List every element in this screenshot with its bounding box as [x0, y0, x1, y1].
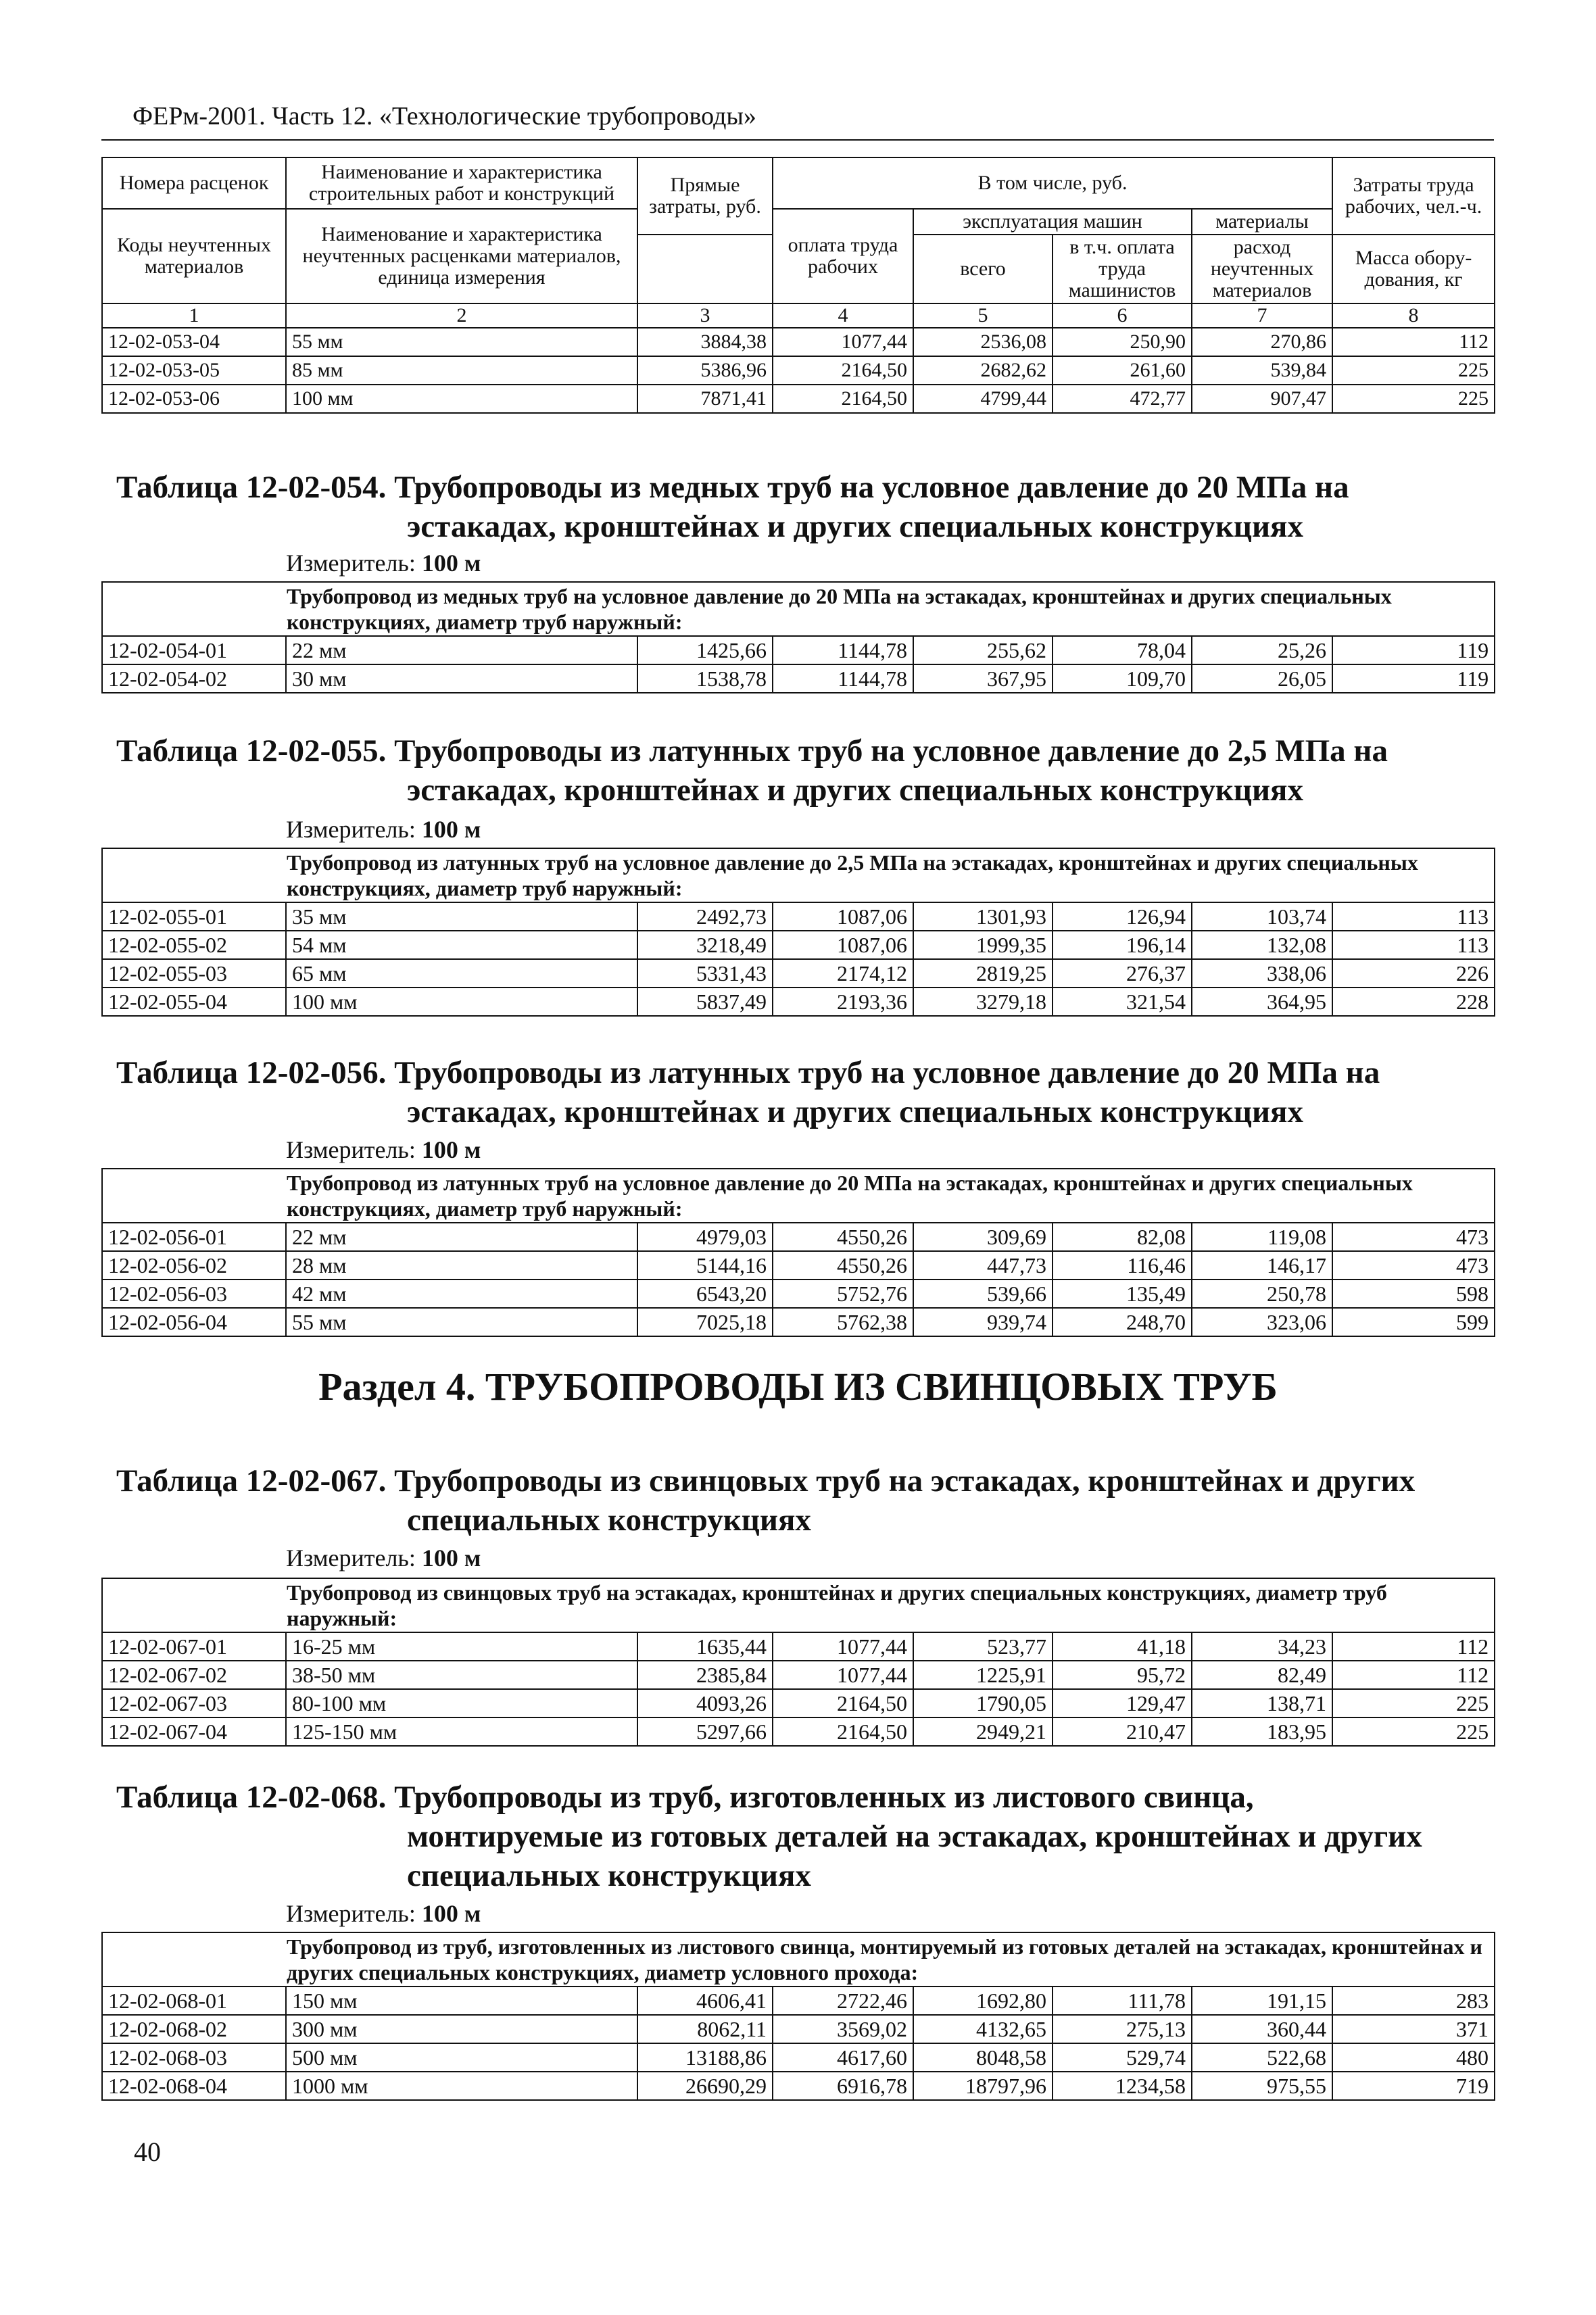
- value-cell: 261,60: [1053, 356, 1192, 385]
- rate-code-cell: 12-02-068-03: [102, 2043, 286, 2072]
- value-cell: 4550,26: [773, 1251, 913, 1280]
- value-cell: 103,74: [1192, 902, 1332, 931]
- value-cell: 283: [1332, 1987, 1495, 2015]
- value-cell: 2164,50: [773, 1717, 913, 1746]
- value-cell: 210,47: [1053, 1717, 1192, 1746]
- value-cell: 1999,35: [913, 931, 1053, 959]
- value-cell: 2193,36: [773, 988, 913, 1016]
- section-title: Раздел 4. ТРУБОПРОВОДЫ ИЗ СВИНЦОВЫХ ТРУБ: [318, 1365, 1278, 1409]
- value-cell: 26690,29: [637, 2072, 773, 2100]
- table-title-line: Таблица 12-02-067. Трубопроводы из свинцовых труб на эстакадах, кронштейнах и других: [116, 1463, 1416, 1498]
- table-row: [102, 328, 1495, 356]
- rate-code-cell: 12-02-054-02: [102, 664, 286, 693]
- table-row: [102, 959, 1495, 988]
- rate-table: [101, 1578, 1495, 1747]
- value-cell: 250,78: [1192, 1280, 1332, 1308]
- table-row: [102, 2043, 1495, 2072]
- value-cell: 3218,49: [637, 931, 773, 959]
- value-cell: 5762,38: [773, 1308, 913, 1336]
- value-cell: 18797,96: [913, 2072, 1053, 2100]
- value-cell: 309,69: [913, 1223, 1053, 1251]
- value-cell: 1790,05: [913, 1689, 1053, 1717]
- value-cell: 2819,25: [913, 959, 1053, 988]
- value-cell: 1538,78: [637, 664, 773, 693]
- table-row: [102, 2015, 1495, 2043]
- value-cell: 367,95: [913, 664, 1053, 693]
- measure-unit: Измеритель: 100 м: [286, 1900, 481, 1927]
- rate-code-cell: 12-02-055-02: [102, 931, 286, 959]
- table-section-heading: Трубопровод из медных труб на условное давление до 20 МПа на эстакадах, кронштейнах и других специальных конструкциях, диаметр труб наружный:: [102, 582, 1495, 636]
- table-row: [102, 1661, 1495, 1689]
- header-rashod: расход неучтенных материалов: [1192, 235, 1332, 303]
- rate-code-cell: 12-02-067-03: [102, 1689, 286, 1717]
- description-cell: 55 мм: [286, 1308, 637, 1336]
- value-cell: 360,44: [1192, 2015, 1332, 2043]
- table-title: [116, 731, 1495, 810]
- description-cell: 80-100 мм: [286, 1689, 637, 1717]
- value-cell: 26,05: [1192, 664, 1332, 693]
- value-cell: 1077,44: [773, 328, 913, 356]
- table-section-heading-row: [102, 1578, 1495, 1632]
- value-cell: 1077,44: [773, 1632, 913, 1661]
- value-cell: 25,26: [1192, 636, 1332, 664]
- value-cell: 447,73: [913, 1251, 1053, 1280]
- value-cell: 2949,21: [913, 1717, 1053, 1746]
- col-number: 3: [637, 303, 773, 328]
- value-cell: 364,95: [1192, 988, 1332, 1016]
- value-cell: 4799,44: [913, 385, 1053, 413]
- page-number: 40: [134, 2137, 161, 2167]
- value-cell: 1087,06: [773, 902, 913, 931]
- value-cell: 473: [1332, 1251, 1495, 1280]
- value-cell: 539,66: [913, 1280, 1053, 1308]
- description-cell: 150 мм: [286, 1987, 637, 2015]
- value-cell: 8062,11: [637, 2015, 773, 2043]
- table-section-heading-row: [102, 1169, 1495, 1223]
- description-cell: 42 мм: [286, 1280, 637, 1308]
- value-cell: 183,95: [1192, 1717, 1332, 1746]
- value-cell: 599: [1332, 1308, 1495, 1336]
- rate-code-cell: 12-02-053-05: [102, 356, 286, 385]
- rate-code-cell: 12-02-056-03: [102, 1280, 286, 1308]
- value-cell: 5297,66: [637, 1717, 773, 1746]
- measure-unit: Измеритель: 100 м: [286, 1136, 481, 1163]
- table-row: [102, 1717, 1495, 1746]
- table-title-line: монтируемые из готовых деталей на эстакадах, кронштейнах и других: [407, 1819, 1422, 1854]
- table-title: [116, 468, 1495, 546]
- col-number: 1: [102, 303, 286, 328]
- description-cell: 35 мм: [286, 902, 637, 931]
- value-cell: 472,77: [1053, 385, 1192, 413]
- table-section-heading-row: [102, 848, 1495, 902]
- value-cell: 2682,62: [913, 356, 1053, 385]
- header-massa: Масса обору-дования, кг: [1332, 235, 1495, 303]
- rate-code-cell: 12-02-055-01: [102, 902, 286, 931]
- header-materialy: материалы: [1192, 209, 1332, 235]
- value-cell: 34,23: [1192, 1632, 1332, 1661]
- value-cell: 3279,18: [913, 988, 1053, 1016]
- description-cell: 100 мм: [286, 385, 637, 413]
- value-cell: 4617,60: [773, 2043, 913, 2072]
- value-cell: 1144,78: [773, 636, 913, 664]
- description-cell: 100 мм: [286, 988, 637, 1016]
- description-cell: 28 мм: [286, 1251, 637, 1280]
- header-naim1: Наименование и характеристика строительных работ и конструкций: [286, 157, 637, 209]
- value-cell: 473: [1332, 1223, 1495, 1251]
- table-row: [102, 385, 1495, 413]
- value-cell: 1425,66: [637, 636, 773, 664]
- table-row: [102, 1251, 1495, 1280]
- value-cell: 126,94: [1053, 902, 1192, 931]
- value-cell: 1144,78: [773, 664, 913, 693]
- description-cell: 22 мм: [286, 1223, 637, 1251]
- value-cell: 321,54: [1053, 988, 1192, 1016]
- value-cell: 248,70: [1053, 1308, 1192, 1336]
- value-cell: 523,77: [913, 1632, 1053, 1661]
- header-pryamye: Прямые затраты, руб.: [637, 157, 773, 235]
- rate-code-cell: 12-02-056-01: [102, 1223, 286, 1251]
- rate-code-cell: 12-02-068-01: [102, 1987, 286, 2015]
- value-cell: 4606,41: [637, 1987, 773, 2015]
- value-cell: 1692,80: [913, 1987, 1053, 2015]
- rate-code-cell: 12-02-056-04: [102, 1308, 286, 1336]
- value-cell: 112: [1332, 1632, 1495, 1661]
- description-cell: 1000 мм: [286, 2072, 637, 2100]
- header-kody: Коды неучтенных материалов: [102, 209, 286, 303]
- value-cell: 135,49: [1053, 1280, 1192, 1308]
- value-cell: 975,55: [1192, 2072, 1332, 2100]
- rate-table: [101, 1168, 1495, 1337]
- value-cell: 1234,58: [1053, 2072, 1192, 2100]
- col-number: 4: [773, 303, 913, 328]
- table-row: [102, 636, 1495, 664]
- rate-code-cell: 12-02-067-01: [102, 1632, 286, 1661]
- col-number: 2: [286, 303, 637, 328]
- value-cell: 78,04: [1053, 636, 1192, 664]
- value-cell: 4093,26: [637, 1689, 773, 1717]
- table-row: [102, 2072, 1495, 2100]
- header-rule: [101, 139, 1494, 141]
- header-vsego: всего: [913, 235, 1053, 303]
- value-cell: 225: [1332, 1689, 1495, 1717]
- value-cell: 598: [1332, 1280, 1495, 1308]
- measure-unit: Измеритель: 100 м: [286, 550, 481, 577]
- value-cell: 112: [1332, 1661, 1495, 1689]
- table-row: [102, 1308, 1495, 1336]
- table-row: [102, 1280, 1495, 1308]
- value-cell: 480: [1332, 2043, 1495, 2072]
- table-row: [102, 1987, 1495, 2015]
- header-blank: [637, 235, 773, 303]
- value-cell: 225: [1332, 1717, 1495, 1746]
- value-cell: 1087,06: [773, 931, 913, 959]
- value-cell: 907,47: [1192, 385, 1332, 413]
- table-row: [102, 356, 1495, 385]
- value-cell: 5144,16: [637, 1251, 773, 1280]
- value-cell: 539,84: [1192, 356, 1332, 385]
- value-cell: 1077,44: [773, 1661, 913, 1689]
- header-v-tom-chisle: В том числе, руб.: [773, 157, 1332, 209]
- table-title-line: эстакадах, кронштейнах и других специальных конструкциях: [407, 1094, 1303, 1129]
- value-cell: 138,71: [1192, 1689, 1332, 1717]
- rate-table: [101, 1932, 1495, 2101]
- table-title: [116, 1053, 1495, 1131]
- table-section-heading: Трубопровод из свинцовых труб на эстакадах, кронштейнах и других специальных конструкциях, диаметр труб наружный:: [102, 1578, 1495, 1632]
- value-cell: 275,13: [1053, 2015, 1192, 2043]
- value-cell: 338,06: [1192, 959, 1332, 988]
- description-cell: 125-150 мм: [286, 1717, 637, 1746]
- value-cell: 95,72: [1053, 1661, 1192, 1689]
- rate-code-cell: 12-02-055-04: [102, 988, 286, 1016]
- value-cell: 5752,76: [773, 1280, 913, 1308]
- value-cell: 82,49: [1192, 1661, 1332, 1689]
- value-cell: 113: [1332, 931, 1495, 959]
- value-cell: 119: [1332, 664, 1495, 693]
- table-title-line: эстакадах, кронштейнах и других специальных конструкциях: [407, 509, 1303, 544]
- rate-code-cell: 12-02-055-03: [102, 959, 286, 988]
- table-section-heading: Трубопровод из латунных труб на условное давление до 20 МПа на эстакадах, кронштейнах и других специальных конструкциях, диаметр труб наружный:: [102, 1169, 1495, 1223]
- rate-code-cell: 12-02-068-04: [102, 2072, 286, 2100]
- value-cell: 4550,26: [773, 1223, 913, 1251]
- table-row: [102, 1689, 1495, 1717]
- rate-code-cell: 12-02-053-04: [102, 328, 286, 356]
- description-cell: 22 мм: [286, 636, 637, 664]
- col-number: 5: [913, 303, 1053, 328]
- value-cell: 225: [1332, 356, 1495, 385]
- value-cell: 250,90: [1053, 328, 1192, 356]
- measure-unit: Измеритель: 100 м: [286, 1544, 481, 1571]
- value-cell: 129,47: [1053, 1689, 1192, 1717]
- table-row: [102, 1223, 1495, 1251]
- value-cell: 371: [1332, 2015, 1495, 2043]
- value-cell: 6916,78: [773, 2072, 913, 2100]
- value-cell: 226: [1332, 959, 1495, 988]
- header-vtch: в т.ч. оплата труда машинистов: [1053, 235, 1192, 303]
- value-cell: 522,68: [1192, 2043, 1332, 2072]
- value-cell: 2536,08: [913, 328, 1053, 356]
- value-cell: 2492,73: [637, 902, 773, 931]
- table-section-heading: Трубопровод из труб, изготовленных из листового свинца, монтируемый из готовых деталей на эстакадах, кронштейнах и других специальных конструкциях, диаметр условного прохода:: [102, 1932, 1495, 1987]
- description-cell: 30 мм: [286, 664, 637, 693]
- rate-code-cell: 12-02-053-06: [102, 385, 286, 413]
- rate-code-cell: 12-02-068-02: [102, 2015, 286, 2043]
- measure-unit: Измеритель: 100 м: [286, 816, 481, 843]
- value-cell: 2164,50: [773, 1689, 913, 1717]
- value-cell: 3884,38: [637, 328, 773, 356]
- description-cell: 300 мм: [286, 2015, 637, 2043]
- table-row: [102, 664, 1495, 693]
- value-cell: 5837,49: [637, 988, 773, 1016]
- value-cell: 225: [1332, 385, 1495, 413]
- table-title-line: Таблица 12-02-055. Трубопроводы из латунных труб на условное давление до 2,5 МПа на: [116, 733, 1388, 769]
- rate-table: [101, 581, 1495, 693]
- table-title-line: Таблица 12-02-068. Трубопроводы из труб, изготовленных из листового свинца,: [116, 1780, 1254, 1815]
- table-row: [102, 902, 1495, 931]
- column-header-table: [101, 157, 1495, 414]
- value-cell: 196,14: [1053, 931, 1192, 959]
- value-cell: 5386,96: [637, 356, 773, 385]
- value-cell: 82,08: [1053, 1223, 1192, 1251]
- value-cell: 323,06: [1192, 1308, 1332, 1336]
- table-title: [116, 1778, 1495, 1895]
- header-zatraty: Затраты труда рабочих, чел.-ч.: [1332, 157, 1495, 235]
- description-cell: 16-25 мм: [286, 1632, 637, 1661]
- value-cell: 146,17: [1192, 1251, 1332, 1280]
- value-cell: 2385,84: [637, 1661, 773, 1689]
- table-section-heading-row: [102, 1932, 1495, 1987]
- value-cell: 41,18: [1053, 1632, 1192, 1661]
- running-header: ФЕРм-2001. Часть 12. «Технологические трубопроводы»: [132, 102, 756, 130]
- table-title: [116, 1461, 1495, 1540]
- table-row: [102, 988, 1495, 1016]
- description-cell: 65 мм: [286, 959, 637, 988]
- value-cell: 119: [1332, 636, 1495, 664]
- value-cell: 7025,18: [637, 1308, 773, 1336]
- table-row: [102, 1632, 1495, 1661]
- description-cell: 85 мм: [286, 356, 637, 385]
- value-cell: 3569,02: [773, 2015, 913, 2043]
- value-cell: 4979,03: [637, 1223, 773, 1251]
- table-section-heading-row: [102, 582, 1495, 636]
- rate-code-cell: 12-02-067-04: [102, 1717, 286, 1746]
- value-cell: 1301,93: [913, 902, 1053, 931]
- value-cell: 109,70: [1053, 664, 1192, 693]
- value-cell: 119,08: [1192, 1223, 1332, 1251]
- value-cell: 112: [1332, 328, 1495, 356]
- value-cell: 1225,91: [913, 1661, 1053, 1689]
- table-title-line: Таблица 12-02-054. Трубопроводы из медных труб на условное давление до 20 МПа на: [116, 470, 1349, 505]
- rate-code-cell: 12-02-054-01: [102, 636, 286, 664]
- table-title-line: Таблица 12-02-056. Трубопроводы из латунных труб на условное давление до 20 МПа на: [116, 1055, 1380, 1090]
- rate-code-cell: 12-02-067-02: [102, 1661, 286, 1689]
- value-cell: 6543,20: [637, 1280, 773, 1308]
- header-naim2: Наименование и характеристика неучтенных расценками материалов, единица измерения: [286, 209, 637, 303]
- header-ekspl: эксплуатация машин: [913, 209, 1192, 235]
- header-oplata: оплата труда рабочих: [773, 209, 913, 303]
- value-cell: 8048,58: [913, 2043, 1053, 2072]
- table-title-line: эстакадах, кронштейнах и других специальных конструкциях: [407, 773, 1303, 808]
- value-cell: 1635,44: [637, 1632, 773, 1661]
- value-cell: 939,74: [913, 1308, 1053, 1336]
- value-cell: 113: [1332, 902, 1495, 931]
- value-cell: 132,08: [1192, 931, 1332, 959]
- value-cell: 2722,46: [773, 1987, 913, 2015]
- value-cell: 2174,12: [773, 959, 913, 988]
- value-cell: 228: [1332, 988, 1495, 1016]
- value-cell: 5331,43: [637, 959, 773, 988]
- value-cell: 116,46: [1053, 1251, 1192, 1280]
- value-cell: 7871,41: [637, 385, 773, 413]
- value-cell: 529,74: [1053, 2043, 1192, 2072]
- table-title-line: специальных конструкциях: [407, 1503, 811, 1538]
- value-cell: 270,86: [1192, 328, 1332, 356]
- description-cell: 55 мм: [286, 328, 637, 356]
- table-section-heading: Трубопровод из латунных труб на условное давление до 2,5 МПа на эстакадах, кронштейнах и других специальных конструкциях, диаметр труб наружный:: [102, 848, 1495, 902]
- col-number: 7: [1192, 303, 1332, 328]
- value-cell: 13188,86: [637, 2043, 773, 2072]
- value-cell: 191,15: [1192, 1987, 1332, 2015]
- table-row: [102, 931, 1495, 959]
- value-cell: 111,78: [1053, 1987, 1192, 2015]
- header-nomera: Номера расценок: [102, 157, 286, 209]
- value-cell: 4132,65: [913, 2015, 1053, 2043]
- description-cell: 38-50 мм: [286, 1661, 637, 1689]
- rate-code-cell: 12-02-056-02: [102, 1251, 286, 1280]
- value-cell: 2164,50: [773, 356, 913, 385]
- table-title-line: специальных конструкциях: [407, 1858, 811, 1893]
- rate-table: [101, 848, 1495, 1017]
- value-cell: 719: [1332, 2072, 1495, 2100]
- description-cell: 500 мм: [286, 2043, 637, 2072]
- description-cell: 54 мм: [286, 931, 637, 959]
- value-cell: 255,62: [913, 636, 1053, 664]
- col-number: 8: [1332, 303, 1495, 328]
- value-cell: 2164,50: [773, 385, 913, 413]
- col-number: 6: [1053, 303, 1192, 328]
- value-cell: 276,37: [1053, 959, 1192, 988]
